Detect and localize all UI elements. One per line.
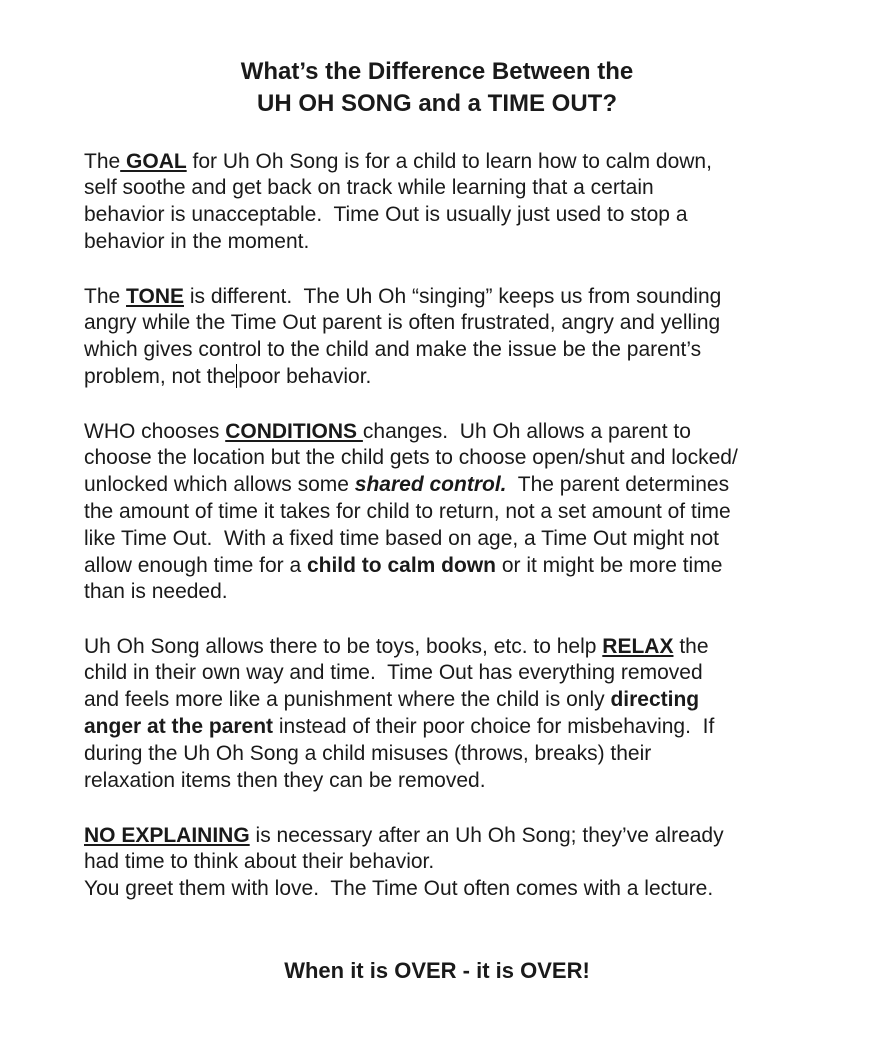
text-segment: WHO chooses: [84, 419, 226, 443]
text-line: [84, 445, 738, 472]
text-line: [84, 419, 738, 446]
text-line: [84, 687, 714, 714]
text-segment: the: [673, 634, 709, 658]
text-line: [84, 768, 714, 795]
text-line: [84, 634, 714, 661]
text-line: [84, 337, 721, 364]
text-segment: or it might be more time: [495, 553, 723, 577]
text-segment: like Time Out. With a fixed time based on age, a Time Out might not: [84, 526, 719, 550]
text-segment: had time to think about their behavior.: [84, 850, 435, 874]
text-segment: during the Uh Oh Song a child misuses (throws, breaks) their: [84, 741, 652, 765]
text-segment: than is needed.: [84, 580, 228, 604]
text-segment: which gives control to the child and make the issue be the parent’s: [84, 338, 702, 362]
underlined-keyword: TONE: [126, 284, 184, 308]
text-segment: behavior is unacceptable. Time Out is usually just used to stop a: [84, 203, 688, 227]
emphasized-text: shared control.: [354, 473, 507, 497]
document-title: [0, 56, 874, 120]
text-segment: You greet them with love. The Time Out often comes with a lecture.: [84, 877, 714, 901]
underlined-keyword: RELAX: [602, 634, 674, 658]
paragraph-goal: [84, 149, 712, 256]
text-line: [84, 660, 714, 687]
text-segment: The: [84, 149, 121, 173]
text-segment: child in their own way and time. Time Out has everything removed: [84, 661, 703, 685]
text-line: [84, 472, 738, 499]
text-segment: The parent determines: [506, 473, 730, 497]
text-segment: The: [84, 284, 127, 308]
text-line: [84, 876, 724, 903]
paragraph-no-explaining: [84, 823, 724, 903]
emphasized-text: child to calm down: [306, 553, 496, 577]
emphasized-text: anger at the parent: [84, 714, 274, 738]
text-line: [84, 553, 738, 580]
underlined-keyword: GOAL: [120, 149, 187, 173]
text-segment: instead of their poor choice for misbehaving. If: [273, 714, 715, 738]
text-line: [84, 229, 712, 256]
text-segment: angry while the Time Out parent is often frustrated, angry and yelling: [84, 311, 721, 335]
closing-statement: When it is OVER - it is OVER!: [284, 958, 590, 983]
text-line: [84, 310, 721, 337]
text-line: [84, 579, 738, 606]
text-line: [84, 149, 712, 176]
text-segment: and feels more like a punishment where the child is only: [84, 688, 611, 712]
paragraph-conditions: [84, 419, 738, 607]
text-segment: unlocked which allows some: [84, 473, 355, 497]
text-segment: is necessary after an Uh Oh Song; they’ve already: [249, 823, 724, 847]
text-segment: poor behavior.: [238, 364, 372, 388]
text-segment: the amount of time it takes for child to return, not a set amount of time: [84, 499, 731, 523]
text-line: [84, 499, 738, 526]
text-line: [84, 849, 724, 876]
paragraph-tone: [84, 284, 721, 391]
text-line: [84, 741, 714, 768]
text-line: [84, 526, 738, 553]
paragraph-relax: [84, 634, 714, 795]
text-segment: Uh Oh Song allows there to be toys, books, etc. to help: [84, 634, 603, 658]
underlined-keyword: NO EXPLAINING: [84, 823, 250, 847]
text-line: [84, 714, 714, 741]
text-segment: allow enough time for a: [84, 553, 307, 577]
text-segment: changes. Uh Oh allows a parent to: [362, 419, 691, 443]
text-segment: relaxation items then they can be removed.: [84, 768, 486, 792]
title-line-2: UH OH SONG and a TIME OUT?: [256, 90, 617, 117]
text-segment: self soothe and get back on track while learning that a certain: [84, 176, 654, 200]
text-line: [84, 175, 712, 202]
text-segment: problem, not the: [84, 364, 236, 388]
text-line: [84, 284, 721, 311]
text-segment: for Uh Oh Song is for a child to learn how to calm down,: [186, 149, 712, 173]
text-line: [84, 364, 721, 391]
emphasized-text: directing: [610, 688, 700, 712]
text-segment: is different. The Uh Oh “singing” keeps us from sounding: [184, 284, 722, 308]
text-segment: behavior in the moment.: [84, 229, 310, 253]
underlined-keyword: CONDITIONS: [225, 419, 363, 443]
text-segment: choose the location but the child gets to choose open/shut and locked/: [84, 446, 738, 470]
title-line-1: What’s the Difference Between the: [240, 58, 634, 85]
text-line: [84, 823, 724, 850]
text-line: [84, 202, 712, 229]
